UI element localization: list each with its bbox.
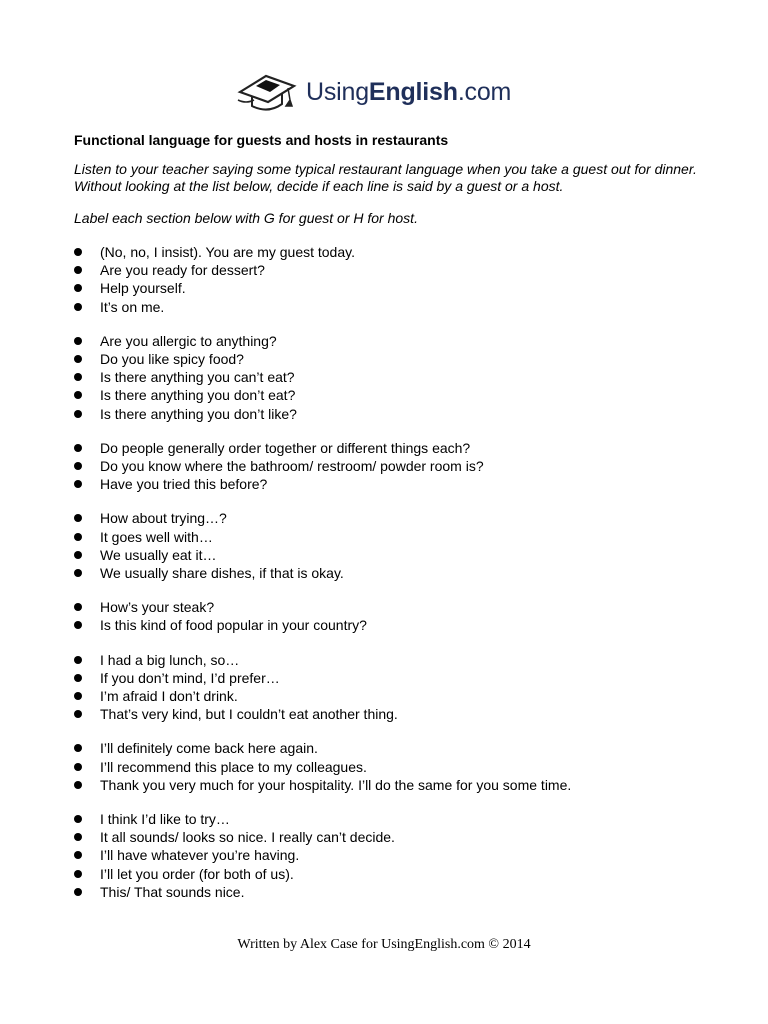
intro-instructions: Listen to your teacher saying some typical restaurant language when you take a guest out for dinner. Without looking at the list below, decide if each line is said by a guest or a host. bbox=[74, 161, 697, 194]
bullet-icon bbox=[74, 514, 82, 522]
list-item bbox=[74, 651, 714, 669]
list-item bbox=[74, 776, 714, 794]
list-item bbox=[74, 669, 714, 687]
phrase-text: I think I’d like to try… bbox=[100, 811, 230, 828]
bullet-icon bbox=[74, 444, 82, 452]
bullet-icon bbox=[74, 621, 82, 629]
list-item bbox=[74, 475, 714, 493]
bullet-icon bbox=[74, 833, 82, 841]
list-item bbox=[74, 386, 714, 404]
label-instructions: Label each section below with G for guest or H for host. bbox=[74, 210, 418, 226]
phrase-text: Help yourself. bbox=[100, 280, 186, 297]
list-item bbox=[74, 616, 714, 634]
phrase-group-3 bbox=[74, 439, 714, 494]
site-logo bbox=[236, 70, 546, 114]
list-item bbox=[74, 846, 714, 864]
list-item bbox=[74, 758, 714, 776]
list-item bbox=[74, 705, 714, 723]
bullet-icon bbox=[74, 266, 82, 274]
phrase-group-8 bbox=[74, 810, 714, 901]
bullet-icon bbox=[74, 355, 82, 363]
phrase-text: Is there anything you can’t eat? bbox=[100, 369, 295, 386]
bullet-icon bbox=[74, 692, 82, 700]
list-item bbox=[74, 368, 714, 386]
phrase-text: I’ll definitely come back here again. bbox=[100, 740, 318, 757]
list-item bbox=[74, 350, 714, 368]
phrase-text: That’s very kind, but I couldn’t eat another thing. bbox=[100, 706, 398, 723]
list-item bbox=[74, 810, 714, 828]
phrase-group-2 bbox=[74, 332, 714, 423]
bullet-icon bbox=[74, 870, 82, 878]
list-item bbox=[74, 509, 714, 527]
list-item bbox=[74, 332, 714, 350]
logo-text-using: Using bbox=[306, 78, 369, 106]
phrase-text: Do people generally order together or different things each? bbox=[100, 439, 471, 456]
phrase-text: (No, no, I insist). You are my guest today. bbox=[100, 244, 355, 260]
list-item bbox=[74, 298, 714, 316]
list-item bbox=[74, 279, 714, 297]
phrase-text: This/ That sounds nice. bbox=[100, 883, 245, 900]
phrase-text: I had a big lunch, so… bbox=[100, 651, 240, 668]
list-item bbox=[74, 828, 714, 846]
phrase-text: Thank you very much for your hospitality. I’ll do the same for you some time. bbox=[100, 776, 572, 793]
list-item bbox=[74, 261, 714, 279]
list-item bbox=[74, 546, 714, 564]
phrase-text: Is there anything you don’t like? bbox=[100, 405, 297, 422]
phrase-groups bbox=[74, 243, 714, 901]
phrase-text: It all sounds/ looks so nice. I really can’t decide. bbox=[100, 829, 395, 846]
list-item bbox=[74, 687, 714, 705]
bullet-icon bbox=[74, 551, 82, 559]
bullet-icon bbox=[74, 851, 82, 859]
bullet-icon bbox=[74, 888, 82, 896]
bullet-icon bbox=[74, 710, 82, 718]
bullet-icon bbox=[74, 603, 82, 611]
phrase-text: I’ll let you order (for both of us). bbox=[100, 865, 294, 882]
bullet-icon bbox=[74, 781, 82, 789]
list-item bbox=[74, 598, 714, 616]
list-item bbox=[74, 405, 714, 423]
phrase-text: I’ll have whatever you’re having. bbox=[100, 847, 300, 864]
bullet-icon bbox=[74, 303, 82, 311]
phrase-text: I’ll recommend this place to my colleagues. bbox=[100, 758, 367, 775]
phrase-text: How’s your steak? bbox=[100, 599, 215, 616]
logo-text bbox=[306, 77, 511, 107]
footer-credit: Written by Alex Case for UsingEnglish.com © 2014 bbox=[237, 937, 531, 952]
worksheet-content bbox=[74, 131, 714, 917]
bullet-icon bbox=[74, 248, 82, 256]
phrase-group-6 bbox=[74, 651, 714, 724]
list-item bbox=[74, 739, 714, 757]
bullet-icon bbox=[74, 744, 82, 752]
phrase-text: Do you like spicy food? bbox=[100, 351, 244, 368]
list-item bbox=[74, 883, 714, 901]
phrase-group-4 bbox=[74, 509, 714, 582]
phrase-text: Do you know where the bathroom/ restroom/ powder room is? bbox=[100, 458, 484, 475]
bullet-icon bbox=[74, 763, 82, 771]
bullet-icon bbox=[74, 410, 82, 418]
logo-text-english: English bbox=[368, 78, 458, 106]
phrase-text: It’s on me. bbox=[100, 298, 165, 315]
list-item bbox=[74, 457, 714, 475]
bullet-icon bbox=[74, 462, 82, 470]
phrase-group-7 bbox=[74, 739, 714, 794]
bullet-icon bbox=[74, 337, 82, 345]
worksheet-title: Functional language for guests and hosts in restaurants bbox=[74, 132, 449, 148]
phrase-text: How about trying…? bbox=[100, 510, 227, 527]
list-item bbox=[74, 528, 714, 546]
phrase-text: Are you ready for dessert? bbox=[100, 262, 265, 279]
bullet-icon bbox=[74, 815, 82, 823]
phrase-group-5 bbox=[74, 598, 714, 634]
bullet-icon bbox=[74, 284, 82, 292]
list-item bbox=[74, 564, 714, 582]
bullet-icon bbox=[74, 480, 82, 488]
phrase-text: Are you allergic to anything? bbox=[100, 332, 277, 349]
bullet-icon bbox=[74, 656, 82, 664]
list-item bbox=[74, 439, 714, 457]
graduation-cap-icon bbox=[236, 70, 298, 114]
bullet-icon bbox=[74, 674, 82, 682]
phrase-text: If you don’t mind, I’d prefer… bbox=[100, 669, 280, 686]
logo-text-dotcom: .com bbox=[457, 78, 512, 106]
list-item bbox=[74, 243, 714, 261]
phrase-text: We usually share dishes, if that is okay. bbox=[100, 565, 344, 582]
bullet-icon bbox=[74, 533, 82, 541]
phrase-text: I’m afraid I don’t drink. bbox=[100, 688, 238, 705]
bullet-icon bbox=[74, 373, 82, 381]
phrase-text: Have you tried this before? bbox=[100, 476, 268, 493]
phrase-group-1 bbox=[74, 243, 714, 316]
bullet-icon bbox=[74, 391, 82, 399]
phrase-text: It goes well with… bbox=[100, 528, 213, 545]
bullet-icon bbox=[74, 569, 82, 577]
list-item bbox=[74, 865, 714, 883]
phrase-text: Is there anything you don’t eat? bbox=[100, 387, 296, 404]
phrase-text: Is this kind of food popular in your country? bbox=[100, 617, 367, 634]
phrase-text: We usually eat it… bbox=[100, 546, 217, 563]
